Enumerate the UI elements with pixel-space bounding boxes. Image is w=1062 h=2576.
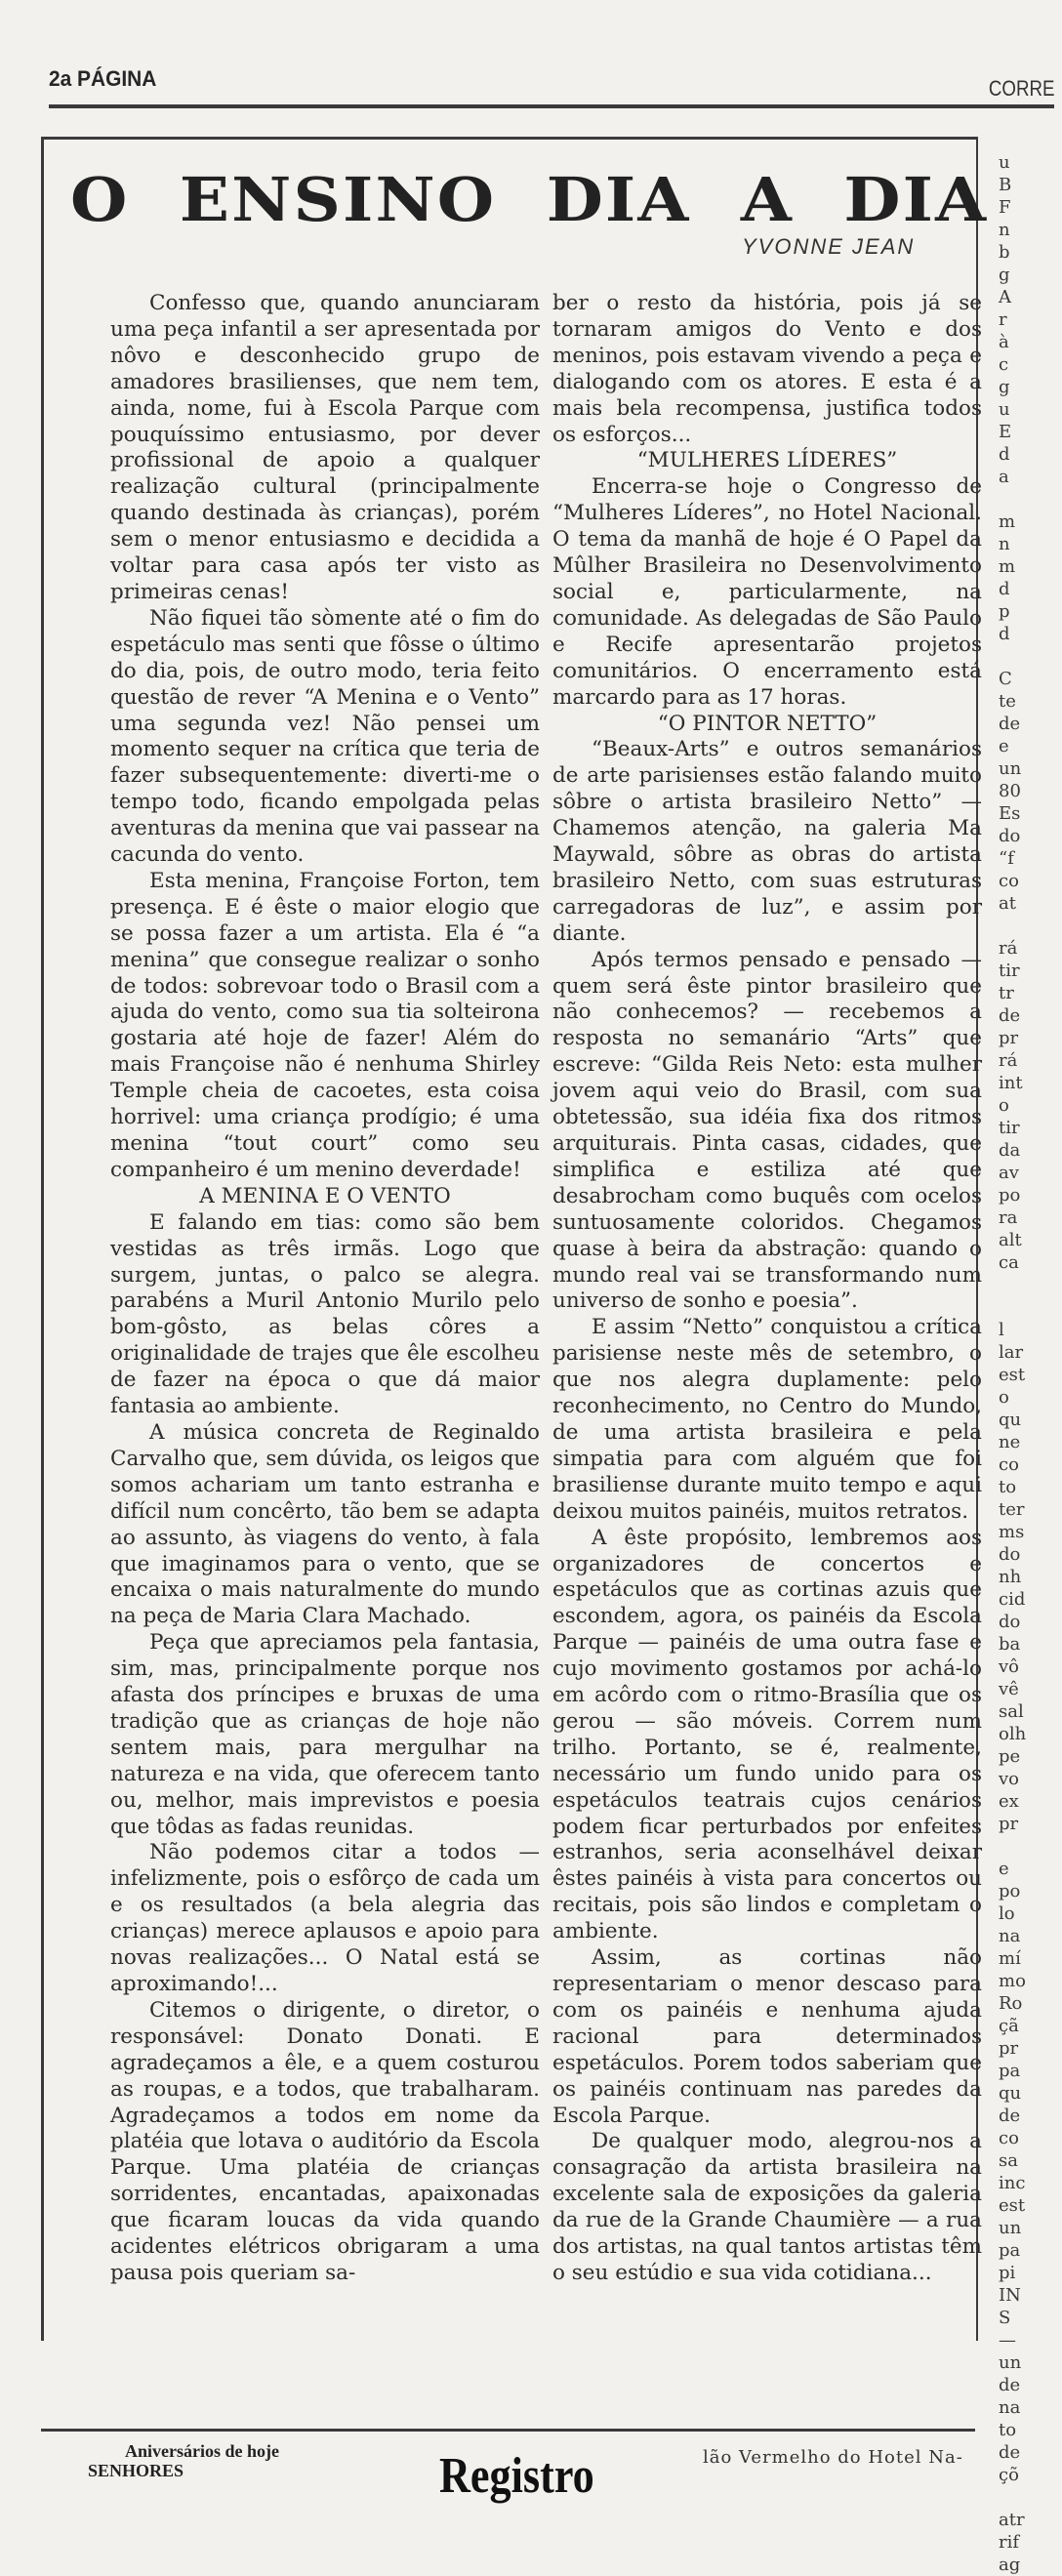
cropped-text-line: est bbox=[999, 2195, 1026, 2216]
cropped-text-line: do bbox=[999, 1612, 1021, 1632]
cropped-text-line: tir bbox=[999, 1118, 1020, 1138]
cropped-text-line: a bbox=[999, 467, 1009, 487]
cropped-text-line: lar bbox=[999, 1342, 1024, 1363]
cropped-text-line: C bbox=[999, 669, 1012, 689]
cropped-text-line: ne bbox=[999, 1432, 1021, 1452]
cropped-text-line: m bbox=[999, 511, 1016, 532]
article-paragraph: A êste propósito, lembremos aos organizadores de concertos e espetáculos que as cortinas azuis que escondem, agora, os painéis da Escola Parque — painéis de uma outra fase e cujo movimento gostamos por achá-lo em acôrdo com o ritmo-Brasília que os gerou — são móveis. Correm num trilho. Portanto, se é, realmente, necessário um fundo unido para os espetáculos teatrais cujos cenários podem ficar perturbados por enfeites estranhos, seria aconselhável deixar êstes painéis à vista para concertos ou recitais, pois são lindos e completam o ambiente. bbox=[552, 1525, 982, 1944]
cropped-text-line: un bbox=[999, 758, 1022, 779]
cropped-text-line: ra bbox=[999, 1207, 1018, 1228]
cropped-text-line: nh bbox=[999, 1567, 1022, 1587]
cropped-text-line: de bbox=[999, 2375, 1021, 2395]
cropped-text-line: to bbox=[999, 2420, 1017, 2440]
cropped-text-line: g bbox=[999, 377, 1010, 397]
cropped-text-line: atr bbox=[999, 2510, 1025, 2530]
cropped-text-line: na bbox=[999, 2397, 1021, 2418]
anniversaries-title: Aniversários de hoje bbox=[125, 2441, 279, 2461]
article-paragraph: E falando em tias: como são bem vestidas as três irmãs. Logo que surgem, juntas, o palco se alegra. parabéns a Muril Antonio Murilo pelo bom-gôsto, as belas côres a originalidade de trajes que êle escolheu de fazer na época o que dá maior fantasia ao ambiente. bbox=[110, 1209, 540, 1419]
cropped-text-line: p bbox=[999, 601, 1010, 622]
cropped-text-line: olh bbox=[999, 1724, 1027, 1744]
cropped-text-line: A bbox=[999, 287, 1011, 307]
newspaper-name: CORRE bbox=[988, 76, 1054, 101]
article-paragraph: Confesso que, quando anunciaram uma peça infantil a ser apresentada por nôvo e desconhecido grupo de amadores brasilienses, que nem tem, ainda, nome, fui à Escola Parque com pouquíssimo entusiasmo, por dever profissional de apoio a qualquer realização cultural (principalmente quando destinada às crianças), porém sem o menor entusiasmo e decidida a voltar para casa após ter visto as primeiras cenas! bbox=[110, 291, 540, 604]
cropped-text-line: un bbox=[999, 2218, 1022, 2238]
cropped-text-line: co bbox=[999, 2128, 1019, 2148]
registro-body-text: lão Vermelho do Hotel Na- bbox=[703, 2447, 963, 2468]
cropped-text-line: l bbox=[999, 1320, 1004, 1340]
cropped-text-line: pa bbox=[999, 2240, 1021, 2261]
cropped-text-line: mo bbox=[999, 1971, 1026, 1991]
anniversaries-subtitle: SENHORES bbox=[88, 2461, 184, 2480]
cropped-text-line: e bbox=[999, 1859, 1009, 1879]
article-paragraph: A música concreta de Reginaldo Carvalho que, sem dúvida, os leigos que somos achariam um tanto estranha e difícil num concêrto, tão bem se adapta ao assunto, às viagens do vento, à fala que imaginamos para o vento, que se encaixa o mais naturalmente do mundo na peça de Maria Clara Machado. bbox=[110, 1419, 540, 1629]
bottom-section bbox=[0, 2435, 1054, 2504]
section-subheading: A MENINA E O VENTO bbox=[199, 1183, 451, 1208]
article-paragraph: Peça que apreciamos pela fantasia, sim, mas, principalmente porque nos afasta dos príncipes e bruxas de uma tradição que as crianças de hoje não sentem mais, para mergulhar na natureza e na vida, que oferecem tanto ou, melhor, mais imprevistos e poesia que tôdas as fadas reunidas. bbox=[110, 1630, 540, 1839]
cropped-text-line: c bbox=[999, 354, 1009, 375]
article-byline: YVONNE JEAN bbox=[742, 234, 916, 259]
cropped-text-line: do bbox=[999, 1544, 1021, 1565]
section-subheading: “O PINTOR NETTO” bbox=[657, 711, 878, 736]
cropped-text-line: d bbox=[999, 624, 1010, 644]
cropped-text-line: o bbox=[999, 1387, 1009, 1408]
article-paragraph: De qualquer modo, alegrou-nos a consagração da artista brasileira na excelente sala de exposições da galeria da rue de la Grande Chaumière — a rua dos artistas, na qual tantos artistas têm o seu estúdio e sua vida cotidiana... bbox=[552, 2129, 982, 2285]
cropped-text-line: S bbox=[999, 2308, 1011, 2328]
cropped-text-line: u bbox=[999, 152, 1010, 173]
cropped-text-line: pa bbox=[999, 2061, 1021, 2081]
cropped-text-line: po bbox=[999, 1881, 1021, 1901]
article-paragraph: E assim “Netto” conquistou a crítica parisiense neste mês de setembro, o que nos alegra duplamente: pelo reconhecimento, no Centro do Mundo, de uma artista brasileira e pela simpatia para com alguém que foi brasiliense durante muito tempo e aqui deixou muitos painéis, muitos retratos. bbox=[552, 1315, 982, 1524]
cropped-text-line: pr bbox=[999, 2038, 1019, 2059]
cropped-text-line bbox=[999, 488, 1062, 511]
cropped-text-line: m bbox=[999, 556, 1016, 577]
article-paragraph: Encerra-se hoje o Congresso de “Mulheres Líderes”, no Hotel Nacional. O tema da manhã de hoje é O Papel da Mûlher Brasileira no Desenvolvimento social e, particularmente, na comunidade. As delegadas de São Paulo e Recife apresentarão projetos comunitários. O encerramento está marcardo para as 17 horas. bbox=[552, 474, 982, 710]
cropped-text-line: av bbox=[999, 1163, 1019, 1183]
article-paragraph: Esta menina, Françoise Forton, tem presença. E é êste o maior elogio que se possa fazer a um artista. Ela é “a menina” que consegue realizar o sonho de todos: sobrevoar todo o Brasil com a ajuda do vento, como sua tia solteirona gostaria até hoje de fazer! Além do mais Françoise não é nenhuma Shirley Temple cheia de cacoetes, esta coisa horrivel: uma criança prodígio; é uma menina “tout court” como seu companheiro é um menino deverdade! bbox=[110, 868, 540, 1182]
cropped-text-line: à bbox=[999, 332, 1009, 352]
cropped-text-line: F bbox=[999, 197, 1011, 218]
cropped-text-line: pr bbox=[999, 1028, 1019, 1048]
article-column-right bbox=[552, 291, 982, 2287]
cropped-text-line: qu bbox=[999, 2083, 1022, 2104]
cropped-text-line: u bbox=[999, 399, 1010, 420]
cropped-text-line bbox=[999, 1296, 1062, 1319]
cropped-text-line bbox=[999, 1835, 1062, 1858]
cropped-text-line: est bbox=[999, 1365, 1026, 1385]
cropped-text-line: inc bbox=[999, 2173, 1026, 2193]
article-paragraph: “Beaux-Arts” e outros semanários de arte parisienses estão falando muito sôbre o artista brasileiro Netto” — Chamemos atenção, na galeria Ma Maywald, sôbre as obras do artista brasileiro Netto, com suas estruturas carregadoras de luz”, e assim por diante. bbox=[552, 737, 982, 946]
cropped-text-line: lo bbox=[999, 1903, 1015, 1924]
article-headline: O ENSINO DIA A DIA bbox=[70, 164, 989, 235]
article-paragraph: Não fiquei tão sòmente até o fim do espetáculo mas senti que fôsse o último do dia, pois, de outro modo, teria feito questão de rever “A Menina e o Vento” uma segunda vez! Não pensei um momento sequer na crítica que teria de fazer subsequentemente: diverti-me o tempo todo, ficando empolgada pelas aventuras da menina que vai passear na cacunda do vento. bbox=[110, 605, 540, 868]
cropped-text-line: “f bbox=[999, 848, 1014, 869]
cropped-text-line: na bbox=[999, 1926, 1021, 1946]
cropped-text-line: pe bbox=[999, 1746, 1021, 1767]
cropped-text-line: n bbox=[999, 220, 1010, 240]
cropped-text-line: d bbox=[999, 444, 1010, 465]
cropped-text-line: rá bbox=[999, 938, 1018, 959]
cropped-text-line: ex bbox=[999, 1791, 1019, 1812]
cropped-text-line: pi bbox=[999, 2263, 1016, 2283]
article-paragraph: ber o resto da história, pois já se tornaram amigos do Vento e dos meninos, pois estavam vivendo a peça e dialogando com os atores. E esta é a mais bela recompensa, justifica todos os esforços... bbox=[552, 291, 982, 447]
cropped-text-line: ter bbox=[999, 1499, 1025, 1520]
cropped-text-line: da bbox=[999, 1140, 1021, 1161]
cropped-text-line: vo bbox=[999, 1769, 1020, 1789]
cropped-text-line: qu bbox=[999, 1410, 1022, 1430]
cropped-text-line: — bbox=[999, 2330, 1016, 2351]
cropped-text-line bbox=[999, 915, 1062, 937]
cropped-text-line: de bbox=[999, 1005, 1021, 1026]
cropped-text-line: E bbox=[999, 422, 1012, 442]
cropped-text-line: rá bbox=[999, 1050, 1018, 1071]
cropped-text-line: çã bbox=[999, 2016, 1019, 2036]
cropped-text-line: çõ bbox=[999, 2465, 1019, 2485]
cropped-text-line: b bbox=[999, 242, 1010, 263]
cropped-text-line: n bbox=[999, 534, 1010, 554]
section-subheading: “MULHERES LÍDERES” bbox=[636, 448, 898, 473]
cropped-text-line: co bbox=[999, 1454, 1019, 1475]
cropped-text-line: at bbox=[999, 893, 1016, 914]
cropped-text-line: de bbox=[999, 2106, 1021, 2126]
cropped-text-line: 80 bbox=[999, 781, 1021, 801]
cropped-text-line: B bbox=[999, 175, 1012, 195]
section-label: 2a PÁGINA bbox=[49, 66, 157, 91]
cropped-text-line bbox=[999, 2486, 1062, 2509]
cropped-text-line: IN bbox=[999, 2285, 1021, 2306]
cropped-text-line: alt bbox=[999, 1230, 1022, 1250]
cropped-text-line: ba bbox=[999, 1634, 1021, 1655]
cropped-text-line: un bbox=[999, 2352, 1022, 2373]
cropped-text-line: vô bbox=[999, 1656, 1020, 1677]
cropped-text-line: te bbox=[999, 691, 1016, 712]
cropped-text-line: sal bbox=[999, 1701, 1024, 1722]
cropped-text-line: ms bbox=[999, 1522, 1025, 1542]
registro-heading: Registro bbox=[439, 2448, 594, 2504]
cropped-text-line: co bbox=[999, 871, 1019, 891]
cropped-text-line: pr bbox=[999, 1814, 1019, 1834]
cropped-text-line: de bbox=[999, 2442, 1021, 2463]
cropped-text-line: o bbox=[999, 1095, 1009, 1116]
article-paragraph: Assim, as cortinas não representariam o menor descaso para com os painéis e nenhuma ajuda racional para determinados espetáculos. Porem todos saberiam que os painéis continuam nas paredes da Escola Parque. bbox=[552, 1945, 982, 2128]
article-paragraph: Após termos pensado e pensado — quem será êste pintor brasileiro que não conhecemos? — recebemos a resposta no semanário “Arts” que escreve: “Gilda Reis Neto: esta mulher jovem aqui veio do Brasil, com sua obtetessão, sua idéia fixa dos ritmos arquiturais. Pinta casas, cidades, que simplifica e estiliza até que desabrocham como buquês com ocelos suntuosamente coloridos. Chegamos quase à beira da abstração: quando o mundo real vai se transformando num universo de sonho e poesia”. bbox=[552, 947, 982, 1314]
cropped-text-line: Es bbox=[999, 803, 1021, 824]
cropped-text-line: sa bbox=[999, 2150, 1018, 2171]
cropped-text-line bbox=[999, 1274, 1062, 1296]
header-rule bbox=[49, 104, 1054, 108]
cropped-text-line: po bbox=[999, 1185, 1021, 1206]
cropped-text-line: ca bbox=[999, 1252, 1019, 1273]
cropped-text-line: Ro bbox=[999, 1993, 1023, 2014]
cropped-text-line: tr bbox=[999, 983, 1014, 1003]
adjacent-column-cropped bbox=[991, 151, 1062, 2575]
cropped-text-line: de bbox=[999, 714, 1021, 734]
cropped-text-line: do bbox=[999, 826, 1021, 846]
cropped-text-line: ag bbox=[999, 2555, 1021, 2575]
cropped-text-line: mí bbox=[999, 1948, 1021, 1969]
cropped-text-line: rif bbox=[999, 2532, 1020, 2553]
article-bottom-rule bbox=[41, 2429, 975, 2432]
cropped-text-line: d bbox=[999, 579, 1010, 599]
cropped-text-line bbox=[999, 645, 1062, 668]
article-column-left bbox=[110, 291, 540, 2287]
article-paragraph: Citemos o dirigente, o diretor, o responsável: Donato Donati. E agradeçamos a êle, e a quem costurou as roupas, e a todos, que trabalharam. Agradeçamos a todos em nome da platéia que lotava o auditório da Escola Parque. Uma platéia de crianças sorridentes, encantadas, apaixonadas que ficaram loucas da vida quando acidentes elétricos obrigaram a uma pausa pois queriam sa- bbox=[110, 1997, 540, 2285]
cropped-text-line: vê bbox=[999, 1679, 1019, 1699]
cropped-text-line: e bbox=[999, 736, 1009, 756]
article-paragraph: Não podemos citar a todos — infelizmente, pois o esfôrço de cada um e os resultados (a bela alegria das crianças) merece aplausos e apoio para novas realizações... O Natal está se aproximando!... bbox=[110, 1840, 540, 1996]
cropped-text-line: g bbox=[999, 265, 1010, 285]
cropped-text-line: cid bbox=[999, 1589, 1026, 1610]
cropped-text-line: int bbox=[999, 1073, 1023, 1093]
cropped-text-line: to bbox=[999, 1477, 1017, 1497]
cropped-text-line: tir bbox=[999, 961, 1020, 981]
cropped-text-line: r bbox=[999, 309, 1007, 330]
